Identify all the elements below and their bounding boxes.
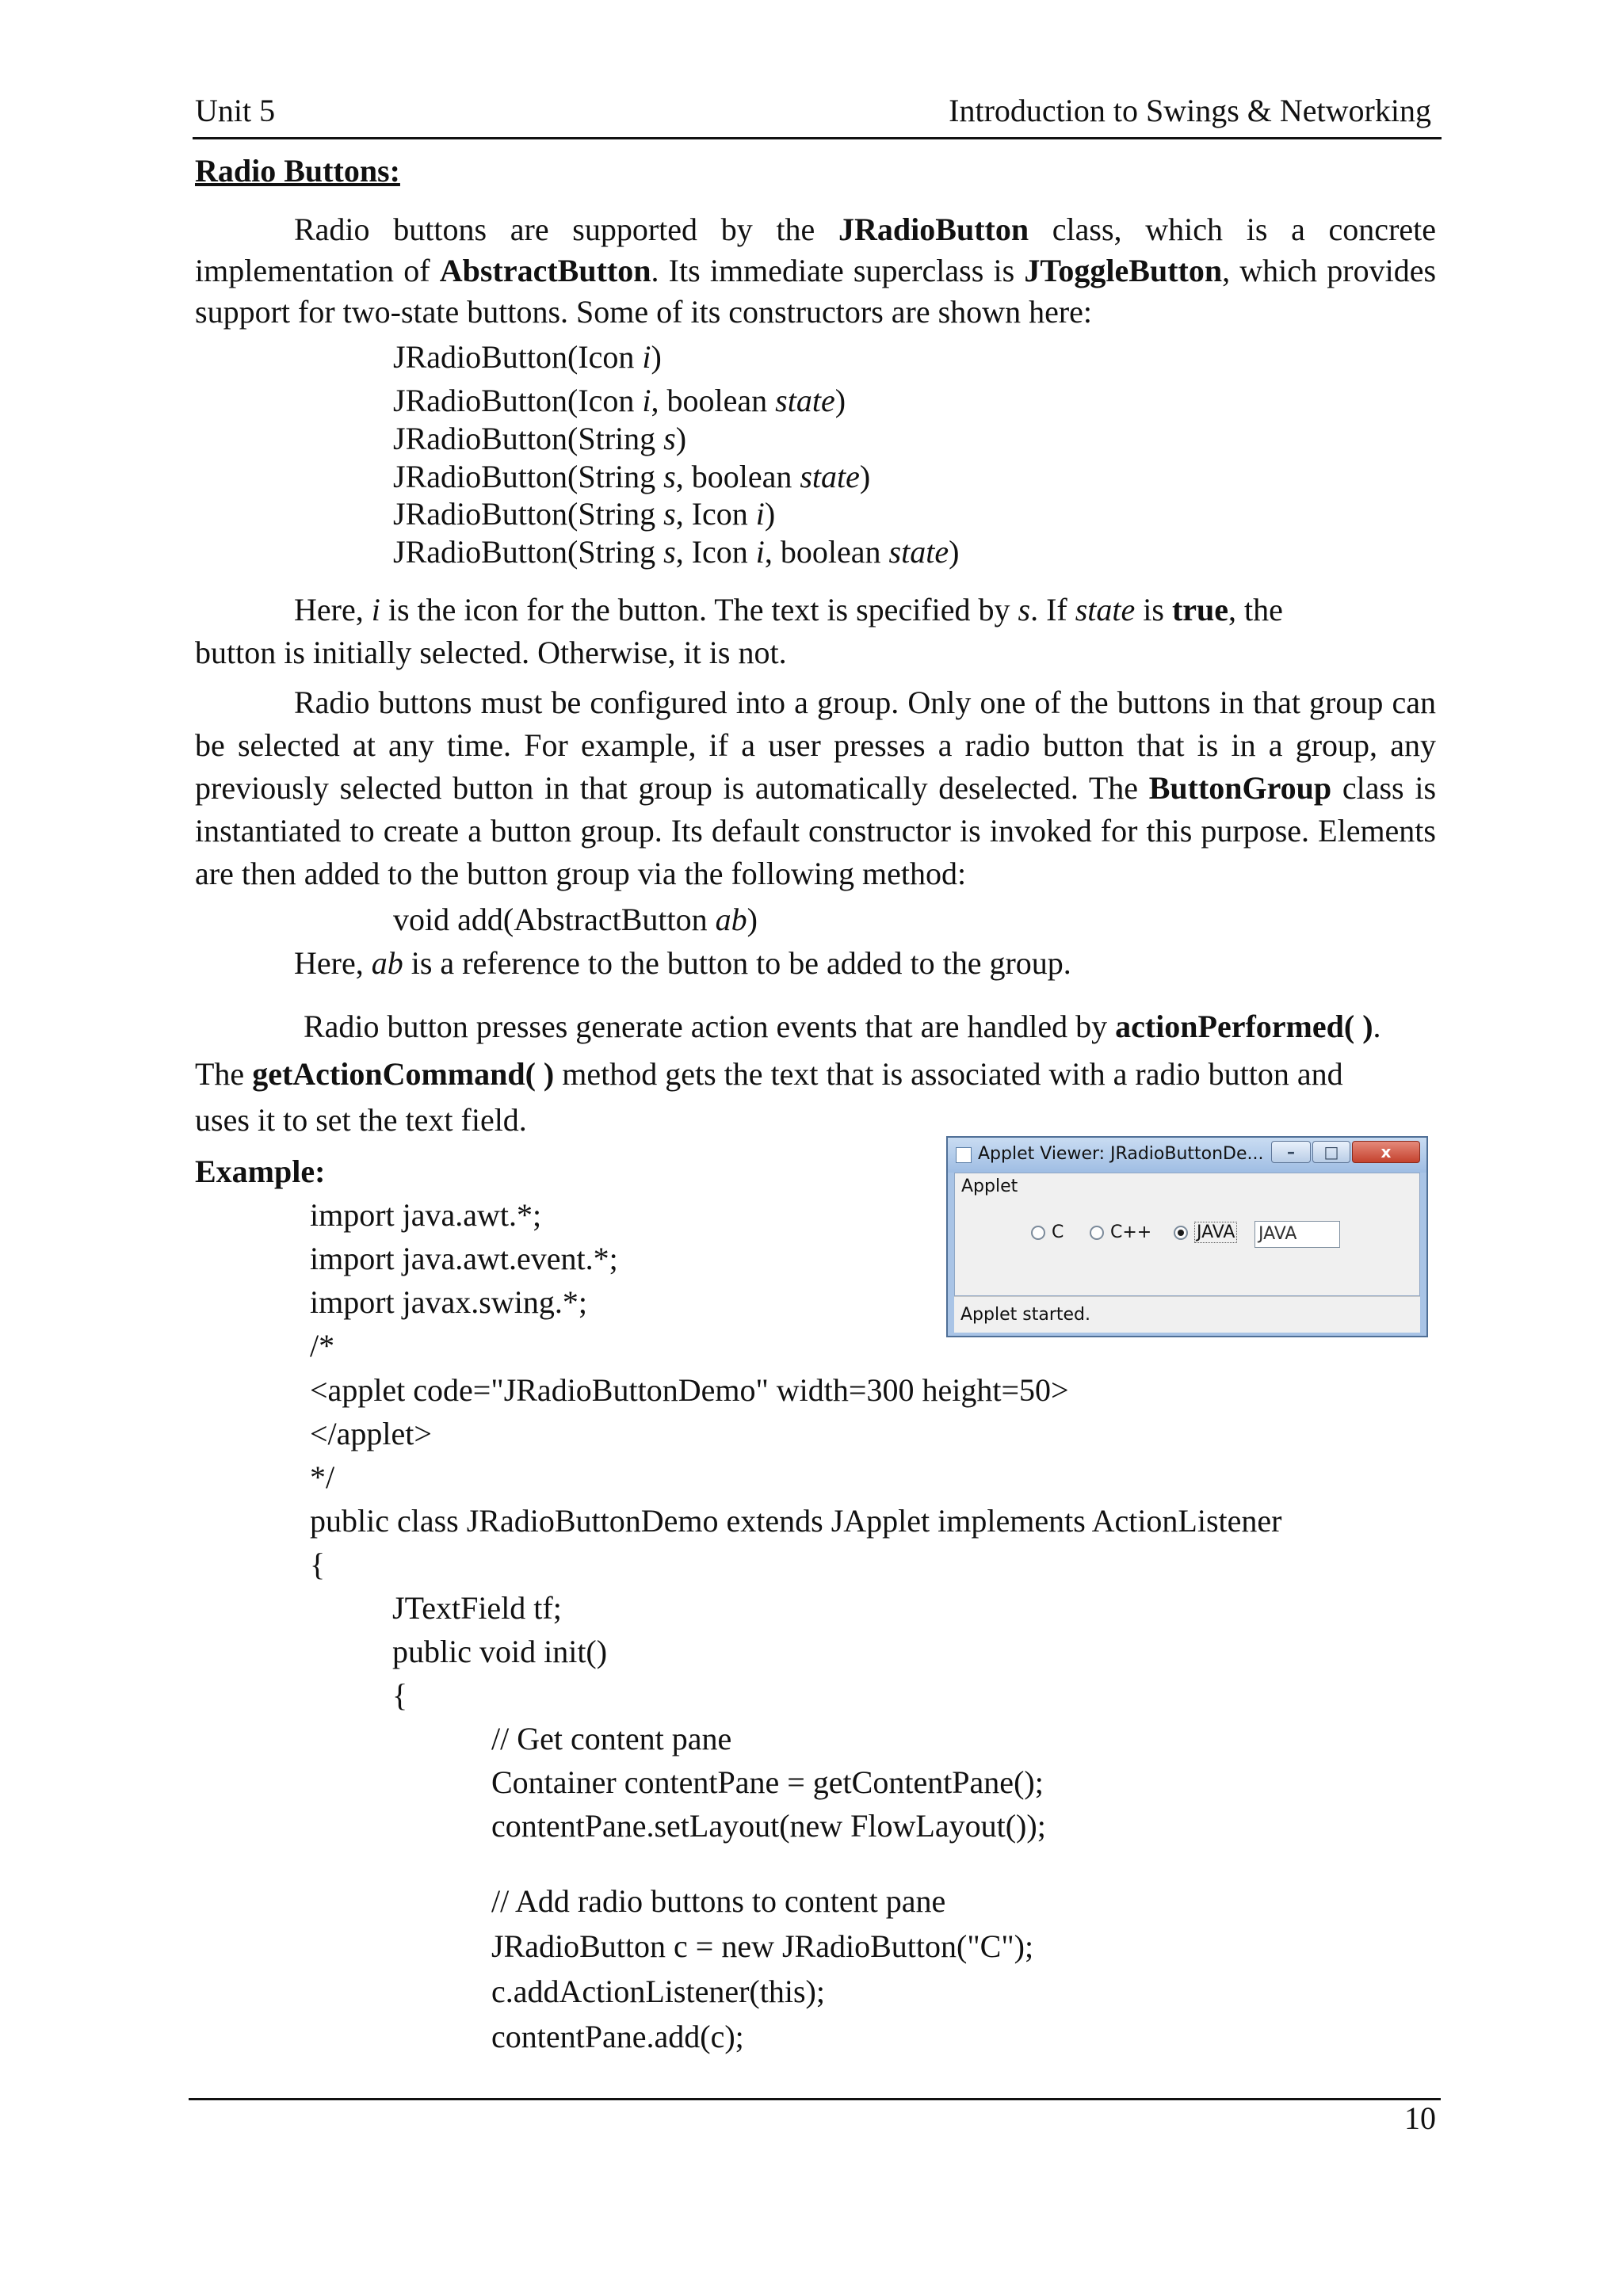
method-signature: void add(AbstractButton ab) bbox=[393, 902, 758, 937]
close-button[interactable] bbox=[1352, 1141, 1420, 1163]
radio-c[interactable]: C bbox=[1031, 1221, 1064, 1245]
action-line-3: uses it to set the text field. bbox=[195, 1102, 527, 1138]
applet-menu[interactable]: Applet bbox=[961, 1177, 1018, 1196]
here-line-1: Here, i is the icon for the button. The text is specified by s. If state is true, the bbox=[294, 592, 1283, 627]
applet-status-bar bbox=[954, 1296, 1420, 1333]
constructor-line: JRadioButton(String s, boolean state) bbox=[393, 459, 871, 494]
code-line: Container contentPane = getContentPane(); bbox=[491, 1764, 1044, 1800]
applet-body bbox=[954, 1173, 1420, 1296]
header-unit: Unit 5 bbox=[195, 93, 276, 128]
radio-java[interactable]: JAVA bbox=[1174, 1221, 1237, 1245]
maximize-icon: □ bbox=[1323, 1142, 1339, 1161]
header-title: Introduction to Swings & Networking bbox=[949, 93, 1431, 128]
page-number: 10 bbox=[1404, 2100, 1436, 2136]
maximize-button[interactable] bbox=[1312, 1141, 1350, 1163]
code-line: </applet> bbox=[310, 1416, 432, 1451]
code-line: import java.awt.event.*; bbox=[310, 1241, 618, 1276]
code-line: // Get content pane bbox=[491, 1721, 732, 1756]
minimize-icon: – bbox=[1287, 1142, 1295, 1161]
code-line: public class JRadioButtonDemo extends JApplet implements ActionListener bbox=[310, 1503, 1282, 1539]
code-line: contentPane.setLayout(new FlowLayout()); bbox=[491, 1808, 1046, 1844]
intro-paragraph: Radio buttons are supported by the JRadioButton class, which is a concrete implementation of AbstractButton. Its immediate superclass is JToggleButton, which provides support for two-state buttons. Some of its constructors are shown here: bbox=[195, 212, 1437, 330]
minimize-button[interactable] bbox=[1271, 1141, 1311, 1163]
applet-title-bar bbox=[948, 1138, 1426, 1173]
code-line: import javax.swing.*; bbox=[310, 1284, 587, 1320]
code-line: public void init() bbox=[392, 1634, 608, 1669]
code-line: contentPane.add(c); bbox=[491, 2019, 744, 2054]
applet-viewer-window bbox=[946, 1136, 1428, 1337]
applet-window-icon bbox=[956, 1147, 972, 1163]
applet-title: Applet Viewer: JRadioButtonDe... bbox=[978, 1144, 1264, 1164]
radio-selected-icon bbox=[1174, 1226, 1188, 1240]
footer-rule bbox=[189, 2098, 1441, 2100]
code-line: import java.awt.*; bbox=[310, 1197, 542, 1233]
action-line-1: Radio button presses generate action events that are handled by actionPerformed( ). bbox=[304, 1009, 1381, 1044]
constructor-line: JRadioButton(String s) bbox=[393, 421, 687, 456]
header-rule bbox=[193, 137, 1442, 139]
code-line: // Add radio buttons to content pane bbox=[491, 1883, 946, 1919]
radio-circle-icon bbox=[1090, 1226, 1104, 1240]
java-text-field[interactable]: JAVA bbox=[1254, 1221, 1340, 1248]
section-heading: Radio Buttons: bbox=[195, 153, 400, 189]
code-line: JRadioButton c = new JRadioButton("C"); bbox=[491, 1928, 1034, 1964]
radio-cpp[interactable]: C++ bbox=[1090, 1221, 1151, 1245]
code-line: */ bbox=[310, 1459, 335, 1495]
applet-status-text: Applet started. bbox=[960, 1305, 1090, 1325]
close-icon: x bbox=[1381, 1142, 1392, 1161]
constructor-line: JRadioButton(String s, Icon i) bbox=[393, 496, 776, 532]
here-ab-line: Here, ab is a reference to the button to be added to the group. bbox=[294, 945, 1071, 981]
example-label: Example: bbox=[195, 1154, 326, 1189]
code-line: JTextField tf; bbox=[392, 1590, 562, 1626]
constructor-line: JRadioButton(Icon i, boolean state) bbox=[393, 383, 846, 418]
code-line: c.addActionListener(this); bbox=[491, 1974, 825, 2009]
constructor-line: JRadioButton(String s, Icon i, boolean state) bbox=[393, 534, 960, 570]
code-line: { bbox=[392, 1677, 408, 1713]
code-line: <applet code="JRadioButtonDemo" width=300 height=50> bbox=[310, 1372, 1069, 1408]
code-line: { bbox=[310, 1547, 326, 1582]
radio-circle-icon bbox=[1031, 1226, 1045, 1240]
action-line-2: The getActionCommand( ) method gets the text that is associated with a radio button and bbox=[195, 1056, 1343, 1092]
code-line: /* bbox=[310, 1328, 335, 1363]
constructor-line: JRadioButton(Icon i) bbox=[393, 339, 662, 375]
group-paragraph: Radio buttons must be configured into a group. Only one of the buttons in that group can be selected at any time. For example, if a user presses a radio button that is in a group, any previously selected button in that group is automatically deselected. The ButtonGroup class is instantiated to create a button group. Its default constructor is invoked for this purpose. Elements are then added to the button group via the following method: bbox=[195, 685, 1437, 891]
here-line-2: button is initially selected. Otherwise, it is not. bbox=[195, 635, 787, 670]
